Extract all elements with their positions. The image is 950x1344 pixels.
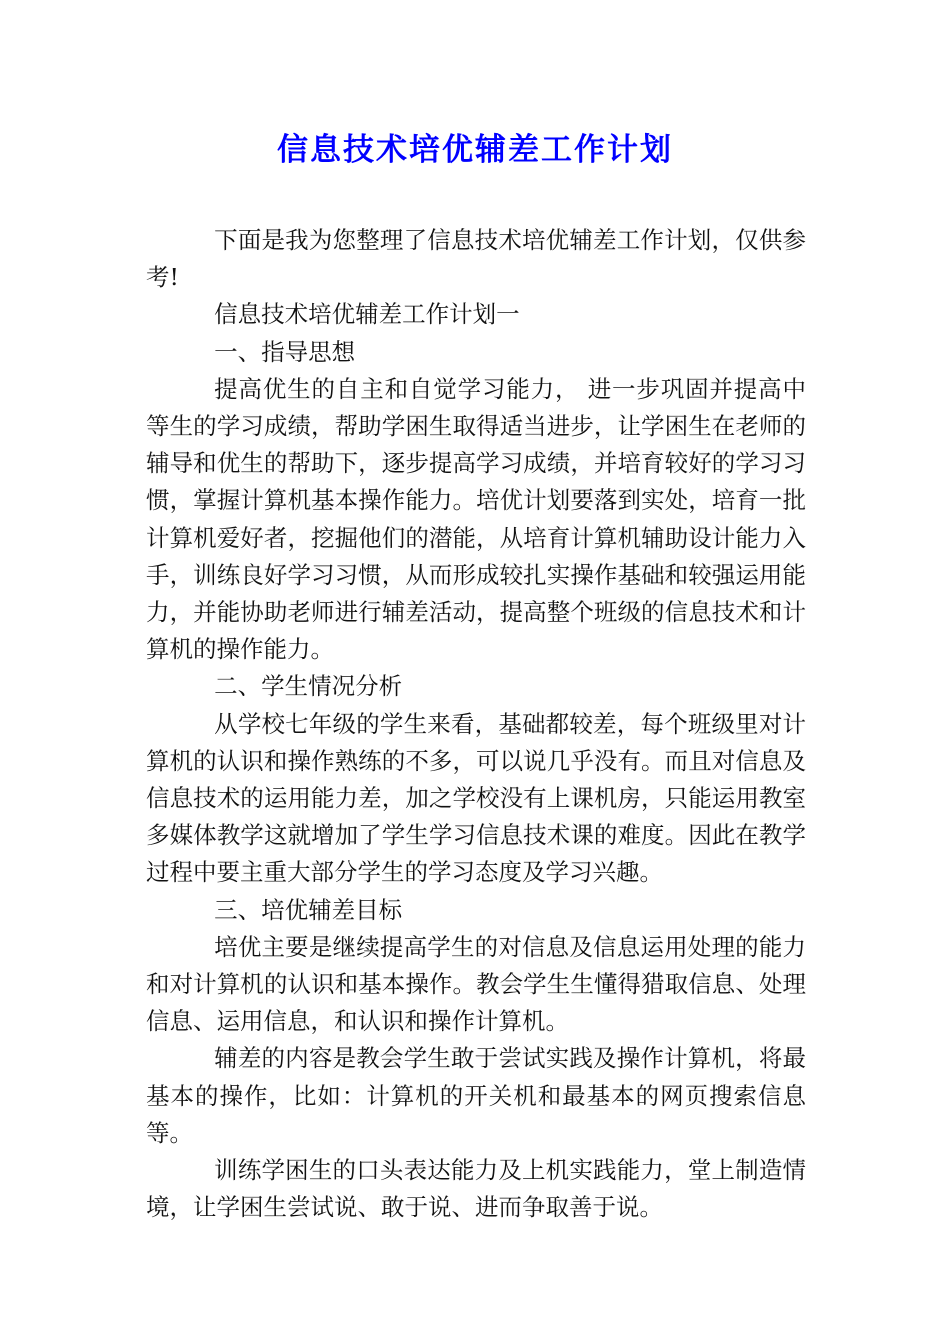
paragraph-goals-advanced: 培优主要是继续提高学生的对信息及信息运用处理的能力和对计算机的认识和基本操作。教会学生生懂得猎取信息、处理信息、运用信息，和认识和操作计算机。 <box>146 932 806 1036</box>
section-heading-student-analysis: 二、学生情况分析 <box>214 672 403 701</box>
plan-subtitle: 信息技术培优辅差工作计划一 <box>214 300 520 329</box>
paragraph-student-analysis: 从学校七年级的学生来看，基础都较差，每个班级里对计算机的认识和操作熟练的不多，可以说几乎没有。而且对信息及信息技术的运用能力差，加之学校没有上课机房，只能运用教室多媒体教学这就增加了学生学习信息技术课的难度。因此在教学过程中要主重大部分学生的学习态度及学习兴趣。 <box>146 709 806 887</box>
section-heading-guiding-ideology: 一、指导思想 <box>214 337 356 366</box>
section-heading-goals: 三、培优辅差目标 <box>214 895 403 924</box>
intro-paragraph: 下面是我为您整理了信息技术培优辅差工作计划，仅供参考! <box>146 226 806 292</box>
document-title: 信息技术培优辅差工作计划 <box>277 132 673 168</box>
paragraph-goals-training: 训练学困生的口头表达能力及上机实践能力，堂上制造情境，让学困生尝试说、敢于说、进而争取善于说。 <box>146 1156 806 1222</box>
paragraph-goals-remedial: 辅差的内容是教会学生敢于尝试实践及操作计算机，将最基本的操作，比如：计算机的开关机和最基本的网页搜索信息等。 <box>146 1044 806 1147</box>
document-body <box>146 222 806 1226</box>
paragraph-guiding-ideology: 提高优生的自主和自觉学习能力， 进一步巩固并提高中等生的学习成绩，帮助学困生取得适当进步，让学困生在老师的辅导和优生的帮助下，逐步提高学习成绩，并培育较好的学习习惯，掌握计算机基本操作能力。培优计划要落到实处，培育一批计算机爱好者，挖掘他们的潜能，从培育计算机辅助设计能力入手，训练良好学习习惯，从而形成较扎实操作基础和较强运用能力，并能协助老师进行辅差活动，提高整个班级的信息技术和计算机的操作能力。 <box>146 374 806 664</box>
